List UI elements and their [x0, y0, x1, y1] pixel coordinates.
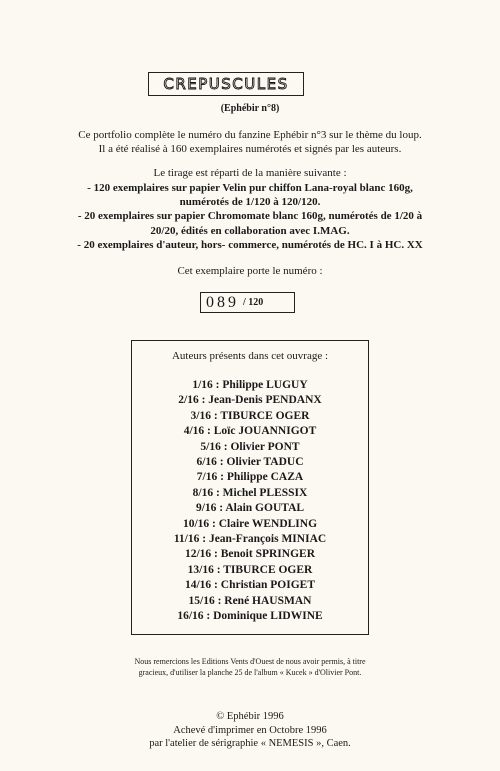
tirage-list	[30, 181, 470, 252]
author-entry: 13/16 : TIBURCE OGER	[187, 563, 313, 576]
author-entry: 1/16 : Philippe LUGUY	[192, 379, 308, 391]
thanks-line: Nous remercions les Editions Vents d'Ouest de nous avoir permis, à titre	[134, 657, 366, 666]
tirage-line: - 20 exemplaires sur papier Chromomate blanc 160g, numérotés de 1/20 à	[77, 210, 423, 223]
intro-line: Ce portfolio complète le numéro du fanzine Ephébir n°3 sur le thème du loup.	[78, 129, 422, 141]
thanks-note	[60, 656, 440, 678]
document-title: CREPUSCULES	[163, 75, 289, 93]
author-entry: 10/16 : Claire WENDLING	[182, 517, 318, 530]
tirage-line: 20/20, édités en collaboration avec I.MAG.	[150, 224, 350, 237]
author-entry: 16/16 : Dominique LIDWINE	[177, 610, 323, 623]
author-entry: 14/16 : Christian POIGET	[184, 579, 316, 592]
author-entry: 5/16 : Olivier PONT	[200, 440, 300, 453]
author-entry: 2/16 : Jean-Denis PENDANX	[178, 394, 322, 407]
author-entry: 4/16 : Loïc JOUANNIGOT	[183, 425, 317, 438]
numero-total: / 120	[243, 297, 264, 308]
tirage-line: - 120 exemplaires sur papier Velin pur chiffon Lana-royal blanc 160g,	[87, 182, 413, 194]
title-box	[148, 72, 304, 96]
author-entry: 6/16 : Olivier TADUC	[196, 456, 304, 469]
printing-date-line: Achevé d'imprimer en Octobre 1996	[173, 724, 327, 736]
author-entry: 15/16 : René HAUSMAN	[188, 594, 312, 607]
authors-list	[132, 378, 368, 625]
authors-heading: Auteurs présents dans cet ouvrage :	[171, 350, 329, 362]
author-entry: 8/16 : Michel PLESSIX	[192, 486, 308, 499]
colophon	[0, 710, 500, 751]
tirage-heading: Le tirage est réparti de la manière suivante :	[153, 167, 347, 179]
intro-line: Il a été réalisé à 160 exemplaires numérotés et signés par les auteurs.	[98, 143, 402, 155]
subtitle: (Ephébir n°8)	[220, 103, 280, 114]
numero-value: 089	[206, 293, 239, 311]
thanks-line: gracieux, d'utiliser la planche 25 de l'album « Kucek » d'Olivier Pont.	[138, 668, 362, 677]
author-entry: 7/16 : Philippe CAZA	[196, 471, 304, 484]
author-entry: 9/16 : Alain GOUTAL	[195, 502, 305, 515]
author-entry: 3/16 : TIBURCE OGER	[190, 409, 310, 422]
tirage-line: numérotés de 1/120 à 120/120.	[179, 196, 321, 209]
copyright-line: © Ephébir 1996	[216, 711, 284, 722]
authors-box	[131, 340, 369, 635]
numero-label: Cet exemplaire porte le numéro :	[177, 265, 323, 277]
numero-box	[200, 292, 295, 313]
tirage-line: - 20 exemplaires d'auteur, hors- commerce, numérotés de HC. I à HC. XX	[77, 238, 423, 251]
author-entry: 11/16 : Jean-François MINIAC	[173, 533, 327, 546]
printer-line: par l'atelier de sérigraphie « NEMESIS », Caen.	[149, 738, 351, 749]
intro-paragraph	[40, 128, 460, 156]
author-entry: 12/16 : Benoit SPRINGER	[184, 548, 316, 561]
